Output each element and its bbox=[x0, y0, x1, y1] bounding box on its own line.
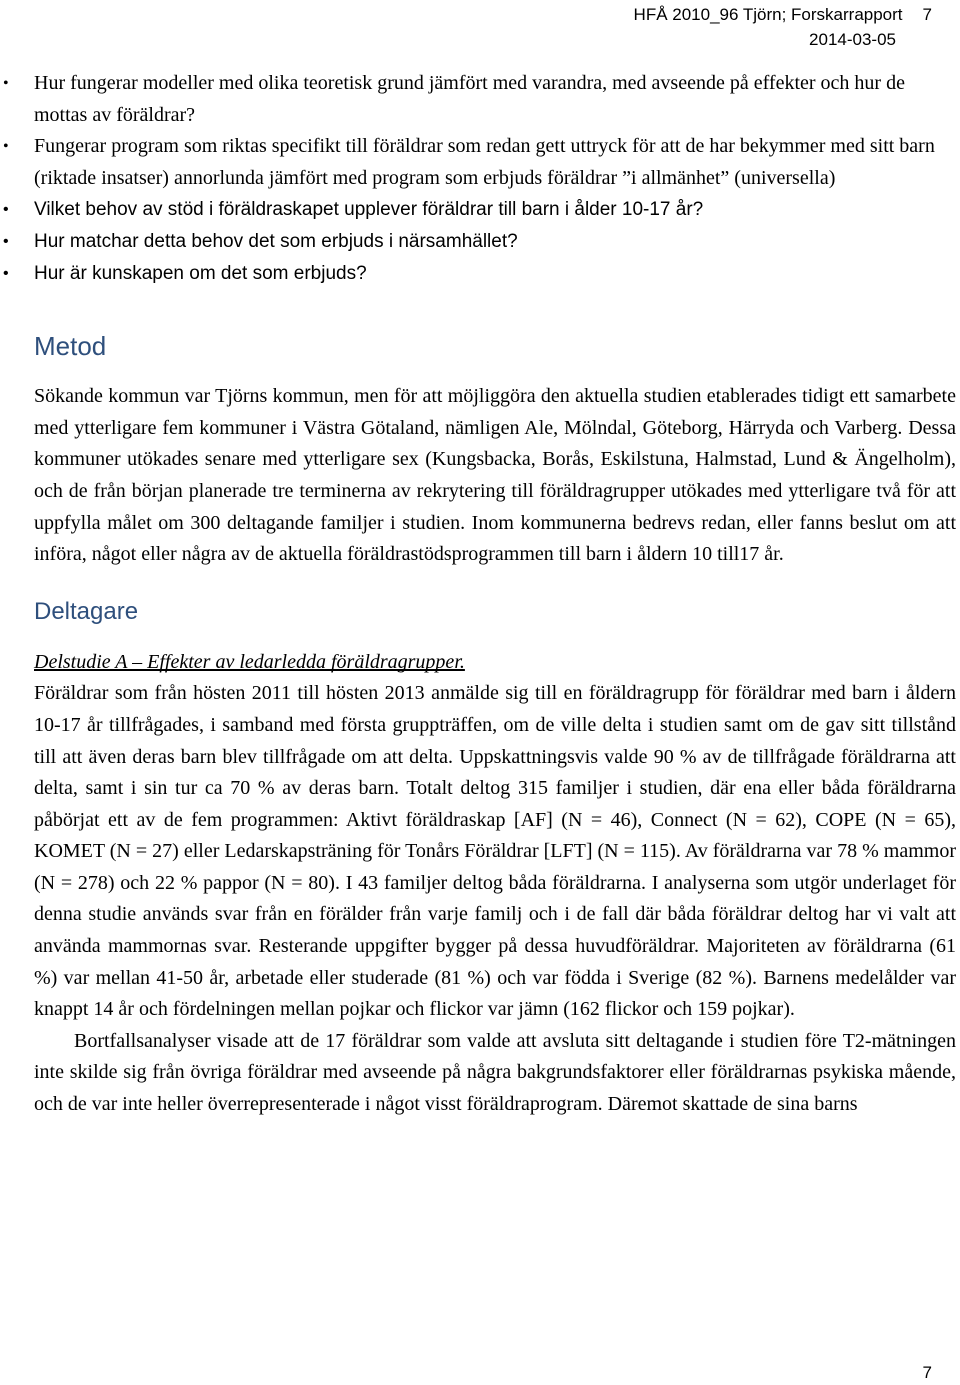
list-item-text: Hur matchar detta behov det som erbjuds i närsamhället? bbox=[34, 230, 518, 252]
bullet-icon: • bbox=[3, 75, 9, 92]
deltagare-paragraph-2: Bortfallsanalyser visade att de 17 föräldrar som valde att avsluta sitt deltagande i studien före T2-mätningen inte skilde sig från övriga föräldrar med avseende på några bakgrundsfaktorer eller föräldrarnas psykiska mående, och de var inte heller överrepresenterade i något visst föräldraprogram. Däremot skattade de sina barns bbox=[34, 1029, 956, 1116]
bullet-icon: • bbox=[3, 264, 9, 282]
footer-page-number: 7 bbox=[922, 1363, 932, 1382]
header-date: 2014-03-05 bbox=[809, 30, 896, 49]
list-item bbox=[3, 194, 956, 226]
list-item bbox=[3, 131, 956, 194]
list-item bbox=[3, 258, 956, 290]
page-header bbox=[634, 2, 932, 52]
subsection-heading: Delstudie A – Effekter av ledarledda föräldragrupper. bbox=[34, 650, 465, 673]
page-content bbox=[3, 68, 956, 1121]
bullet-icon: • bbox=[3, 138, 9, 156]
list-item-text: Fungerar program som riktas specifikt till föräldrar som redan gett uttryck för att de har bekymmer med sitt barn (riktade insatser) annorlunda jämfört med program som erbjuds föräldrar ”i allmänhet” (universella) bbox=[34, 135, 935, 189]
list-item bbox=[3, 226, 956, 258]
header-title-row bbox=[634, 2, 932, 27]
header-page-number: 7 bbox=[922, 5, 932, 24]
section-heading-metod: Metod bbox=[34, 331, 107, 362]
deltagare-paragraph-1: Föräldrar som från hösten 2011 till hösten 2013 anmälde sig till en föräldragrupp för föräldrar med barn i åldern 10-17 år tillfrågades, i samband med första gruppträffen, om de ville delta i studien samt om de gav sitt tillstånd till att även deras barn blev tillfrågade om att delta. Uppskattningsvis valde 90 % av de tillfrågade föräldrarna att delta, samt i sin tur ca 70 % av deras barn. Totalt deltog 315 familjer i studien, där ena eller båda föräldrarna påbörjat ett av de fem programmen: Aktivt föräldraskap [AF] (N = 46), Connect (N = 62), COPE (N = 65), KOMET (N = 27) eller Ledarskapsträning för Tonårs Föräldrar [LFT] (N = 115). Av föräldrarna var 78 % mammor (N = 278) och 22 % pappor (N = 80). I 43 familjer deltog båda föräldrarna. I analyserna som utgör underlaget för denna studie används svar från en förälder från varje familj och i de fall där båda föräldrar deltog har vi valt att använda mammornas svar. Resterande uppgifter bygger på dessa huvudföräldrar. Majoriteten av föräldrarna (61 %) var mellan 41-50 år, arbetade eller studerade (81 %) och var födda i Sverige (82 %). Barnens medelålder var knappt 14 år och fördelningen mellan pojkar och flickor var jämn (162 flickor och 159 pojkar). bbox=[34, 682, 956, 1021]
header-title: HFÅ 2010_96 Tjörn; Forskarrapport bbox=[633, 5, 903, 24]
list-item-text: Hur fungerar modeller med olika teoretisk grund jämfört med varandra, med avseende på effekter och hur de mottas av föräldrar? bbox=[34, 72, 905, 126]
list-item-text: Vilket behov av stöd i föräldraskapet upplever föräldrar till barn i ålder 10-17 år? bbox=[34, 199, 704, 221]
list-item bbox=[3, 68, 956, 131]
list-item-text: Hur är kunskapen om det som erbjuds? bbox=[34, 262, 367, 284]
section-heading-deltagare: Deltagare bbox=[34, 597, 139, 625]
question-list bbox=[3, 68, 956, 289]
metod-paragraph: Sökande kommun var Tjörns kommun, men för att möjliggöra den aktuella studien etablerades tidigt ett samarbete med ytterligare fem kommuner i Västra Götaland, nämligen Ale, Mölndal, Göteborg, Härryda och Varberg. Dessa kommuner utökades senare med ytterligare sex (Kungsbacka, Borås, Eskilstuna, Halmstad, Lund & Ängelholm), och de från början planerade tre terminerna av rekrytering till föräldragrupper utökades med ytterligare två för att uppfylla målet om 300 deltagande familjer i studien. Inom kommunerna bedrevs redan, eller fanns beslut om att införa, något eller några av de aktuella föräldrastödsprogrammen till barn i åldern 10 till17 år. bbox=[34, 385, 956, 566]
bullet-icon: • bbox=[3, 201, 9, 219]
bullet-icon: • bbox=[3, 232, 9, 250]
